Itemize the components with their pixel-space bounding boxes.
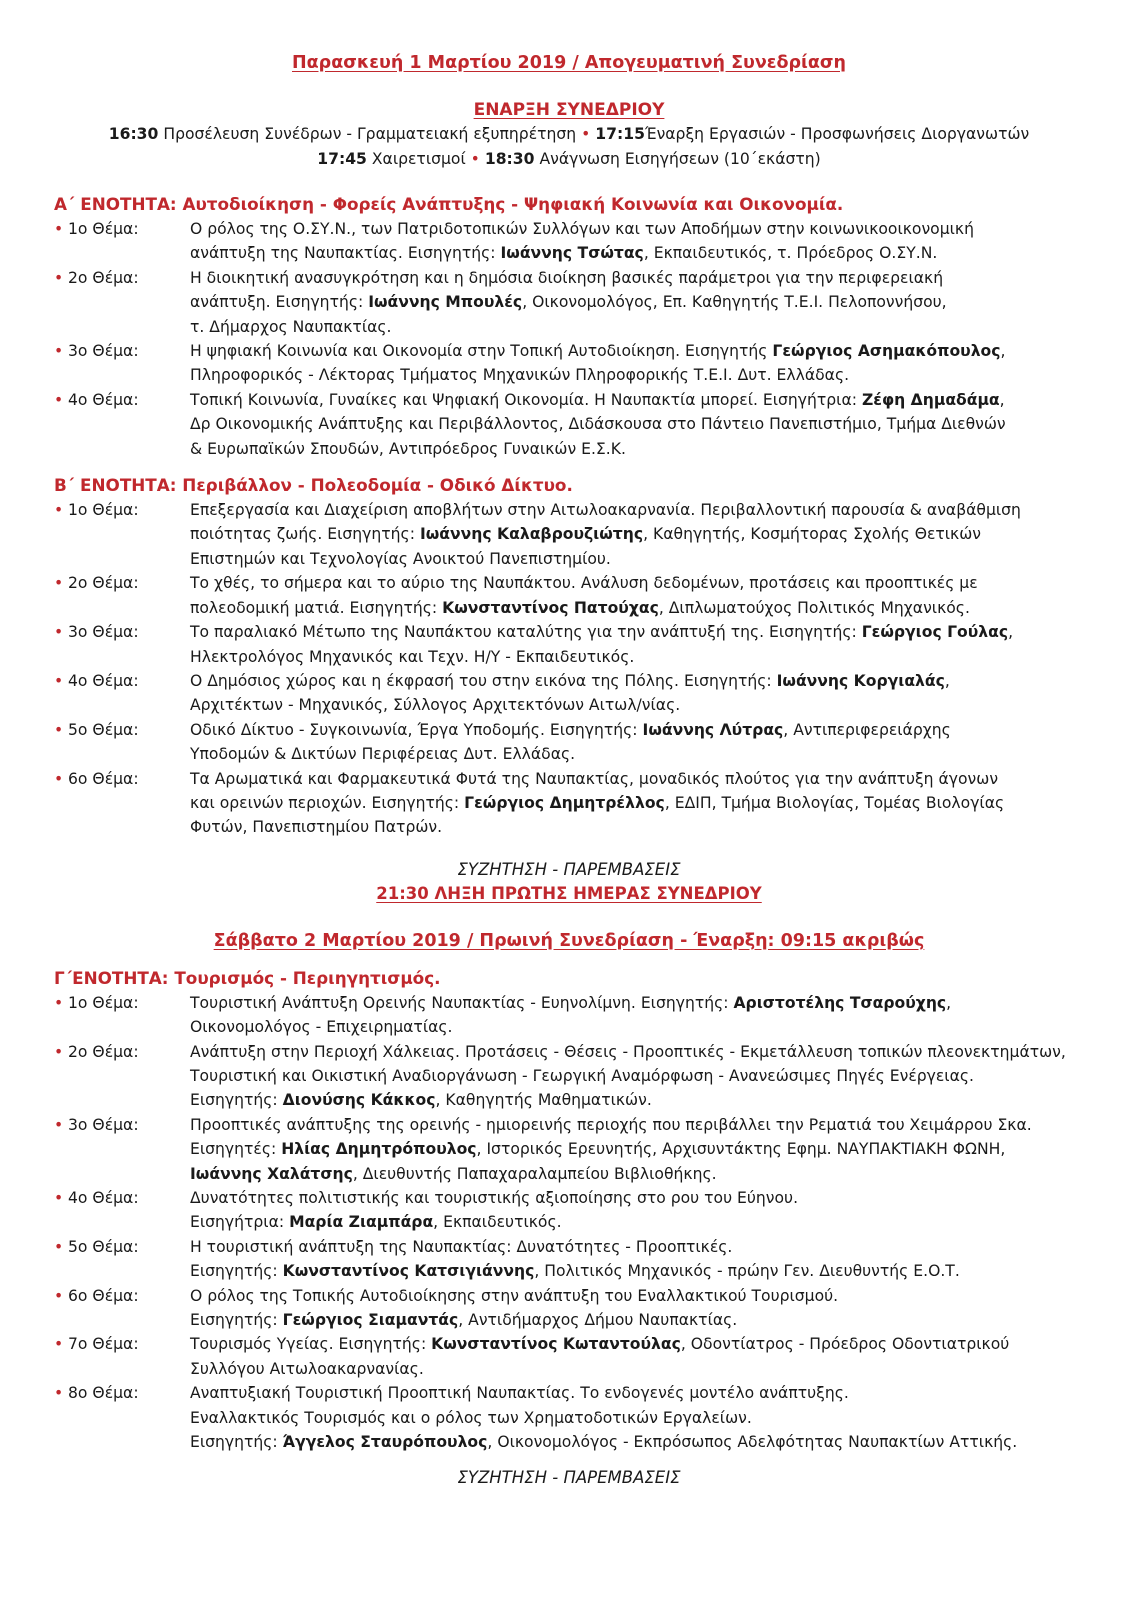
topic-item: [54, 217, 1084, 266]
topic-line: [190, 1259, 1084, 1283]
schedule-line: [54, 147, 1084, 172]
opening-heading: ΕΝΑΡΞΗ ΣΥΝΕΔΡΙΟΥ: [473, 100, 665, 120]
topic-text-segment: ,: [1000, 342, 1006, 361]
topic-description: [190, 388, 1084, 461]
topic-text-segment: Το χθές, το σήμερα και το αύριο της Ναυπάκτου. Ανάλυση δεδομένων, προτάσεις και προοπτικές με: [190, 574, 978, 593]
topic-text-segment: και ορεινών περιοχών. Εισηγητής:: [190, 793, 465, 812]
topic-text-segment: πολεοδομική ματιά. Εισηγητής:: [190, 598, 443, 617]
topic-text-segment: Οικονομολόγος - Επιχειρηματίας.: [190, 1018, 453, 1037]
section-title: Γ΄ΕΝΟΤΗΤΑ: Τουρισμός - Περιηγητισμός.: [54, 967, 441, 988]
topic-item: [54, 1381, 1084, 1454]
topic-text-segment: Η ψηφιακή Κοινωνία και Οικονομία στην Τοπική Αυτοδιοίκηση. Εισηγητής: [190, 342, 773, 361]
topic-line: [190, 1210, 1084, 1234]
topic-item: [54, 571, 1084, 620]
topic-item: [54, 388, 1084, 461]
topic-text-segment: Η διοικητική ανασυγκρότηση και η δημόσια διοίκηση βασικές παράμετροι για την περιφερειακή: [190, 268, 944, 287]
topic-label: [54, 1186, 190, 1235]
schedule-text: Έναρξη Εργασιών - Προσφωνήσεις Διοργανωτών: [644, 125, 1030, 143]
topic-text-segment: , Διπλωματούχος Πολιτικός Μηχανικός.: [658, 598, 970, 617]
topic-label: [54, 718, 190, 767]
topic-description: [190, 718, 1084, 767]
topic-line: [190, 742, 1084, 766]
topic-text-segment: ποιότητας ζωής. Εισηγητής:: [190, 525, 420, 544]
discussion-label: ΣΥΖΗΤΗΣΗ - ΠΑΡΕΜΒΑΣΕΙΣ: [457, 859, 681, 879]
topic-text-segment: Τουρισμός Υγείας. Εισηγητής:: [190, 1335, 432, 1354]
topic-text-segment: Εισηγητές:: [190, 1140, 282, 1159]
topic-line: [190, 596, 1084, 620]
bullet-icon: •: [54, 1286, 64, 1305]
topic-text-segment: Ο ρόλος της Τοπικής Αυτοδιοίκησης στην ανάπτυξη του Εναλλακτικού Τουρισμού.: [190, 1286, 839, 1305]
topic-text-segment: Δυνατότητες πολιτιστικής και τουριστικής αξιοποίησης στο ρου του Εύηνου.: [190, 1189, 799, 1207]
topic-line: [190, 217, 1084, 241]
speaker-name: Γεώργιος Σιαμαντάς: [282, 1311, 459, 1330]
section-c: [54, 966, 1084, 1455]
bullet-icon: •: [54, 268, 64, 287]
topic-line: [190, 388, 1084, 412]
bullet-separator: •: [470, 150, 480, 168]
topic-text-segment: Εναλλακτικός Τουρισμός και ο ρόλος των Χρηματοδοτικών Εργαλείων.: [190, 1408, 752, 1427]
topic-number: 1ο Θέμα:: [68, 501, 139, 520]
topic-line: [190, 1064, 1084, 1088]
topic-text-segment: , Αντιδήμαρχος Δήμου Ναυπακτίας.: [458, 1311, 738, 1330]
topic-text-segment: ανάπτυξη της Ναυπακτίας. Εισηγητής:: [190, 244, 501, 263]
topic-line: [190, 620, 1084, 644]
bullet-icon: •: [54, 720, 64, 739]
section-a: [54, 192, 1084, 461]
topic-text-segment: Αρχιτέκτων - Μηχανικός, Σύλλογος Αρχιτεκτόνων Αιτωλ/νίας.: [190, 696, 681, 715]
topic-label: [54, 1332, 190, 1381]
topic-description: [190, 1113, 1084, 1186]
topic-text-segment: , Καθηγητής Μαθηματικών.: [435, 1091, 652, 1110]
topic-description: [190, 571, 1084, 620]
topic-text-segment: , Καθηγητής, Κοσμήτορας Σχολής Θετικών: [643, 525, 982, 544]
topic-description: [190, 217, 1084, 266]
topic-item: [54, 1235, 1084, 1284]
topic-line: [190, 1284, 1084, 1308]
topic-line: [190, 645, 1084, 669]
topic-description: [190, 620, 1084, 669]
end-of-day-heading: 21:30 ΛΗΞΗ ΠΡΩΤΗΣ ΗΜΕΡΑΣ ΣΥΝΕΔΡΙΟΥ: [376, 883, 762, 903]
topic-line: [190, 815, 1084, 839]
topic-item: [54, 498, 1084, 571]
topic-text-segment: Εισηγητής:: [190, 1311, 283, 1330]
topic-text-segment: , ΕΔΙΠ, Τμήμα Βιολογίας, Τομέας Βιολογίας: [664, 793, 1005, 812]
topic-text-segment: Ο ρόλος της Ο.ΣΥ.Ν., των Πατριδοτοπικών Συλλόγων και των Αποδήμων στην κοινωνικοοικονομική: [190, 220, 974, 238]
topic-number: 1ο Θέμα:: [68, 993, 139, 1012]
topic-number: 3ο Θέμα:: [68, 623, 139, 642]
topic-text-segment: Ηλεκτρολόγος Μηχανικός και Τεχν. Η/Υ - Εκπαιδευτικός.: [190, 647, 635, 666]
bullet-icon: •: [54, 574, 64, 593]
topic-label: [54, 339, 190, 388]
topic-text-segment: Τα Αρωματικά και Φαρμακευτικά Φυτά της Ναυπακτίας, μοναδικός πλούτος για την ανάπτυξη άγονων: [190, 769, 999, 788]
section-b: [54, 473, 1084, 840]
topic-label: [54, 1381, 190, 1454]
topic-line: [190, 522, 1084, 546]
topic-line: [190, 437, 1084, 461]
topic-text-segment: Ανάπτυξη στην Περιοχή Χάλκειας. Προτάσεις - Θέσεις - Προοπτικές - Εκμετάλλευση τοπικών πλεονεκτημάτων,: [190, 1042, 1066, 1061]
topic-number: 3ο Θέμα:: [68, 1115, 139, 1134]
speaker-name: Ιωάννης Καλαβρουζιώτης: [419, 525, 644, 544]
topic-line: [190, 1113, 1084, 1137]
topic-description: [190, 339, 1084, 388]
schedule-text: Χαιρετισμοί: [366, 150, 471, 168]
friday-date-heading: Παρασκευή 1 Μαρτίου 2019 / Απογευματινή Συνεδρίαση: [292, 53, 846, 73]
topic-label: [54, 388, 190, 461]
speaker-name: Ιωάννης Τσώτας: [500, 244, 644, 263]
topic-line: [190, 791, 1084, 815]
topic-line: [190, 266, 1084, 290]
topic-label: [54, 620, 190, 669]
topic-line: [190, 991, 1084, 1015]
topic-line: [190, 241, 1084, 265]
topic-text-segment: , Πολιτικός Μηχανικός - πρώην Γεν. Διευθυντής Ε.Ο.Τ.: [534, 1262, 960, 1281]
bullet-icon: •: [54, 390, 64, 409]
speaker-name: Αριστοτέλης Τσαρούχης: [733, 993, 947, 1012]
topic-label: [54, 1235, 190, 1284]
topic-line: [190, 693, 1084, 717]
speaker-name: Ζέφη Δημαδάμα: [861, 390, 1000, 409]
speaker-name: Γεώργιος Ασημακόπουλος: [772, 342, 1001, 361]
schedule-text: Ανάγνωση Εισηγήσεων (10΄εκάστη): [534, 150, 821, 168]
topic-text-segment: Η τουριστική ανάπτυξη της Ναυπακτίας: Δυνατότητες - Προοπτικές.: [190, 1237, 733, 1256]
speaker-name: Γεώργιος Γούλας: [861, 623, 1009, 642]
topic-line: [190, 767, 1084, 791]
topic-line: [190, 669, 1084, 693]
speaker-name: Άγγελος Σταυρόπουλος: [282, 1433, 488, 1452]
time: 18:30: [484, 150, 535, 168]
section-title: Α΄ ΕΝΟΤΗΤΑ: Αυτοδιοίκηση - Φορείς Ανάπτυξης - Ψηφιακή Κοινωνία και Οικονομία.: [54, 194, 844, 214]
topic-text-segment: Τουριστική Ανάπτυξη Ορεινής Ναυπακτίας - Ευηνολίμνη. Εισηγητής:: [190, 993, 734, 1012]
topic-text-segment: , Εκπαιδευτικός, τ. Πρόεδρος Ο.ΣΥ.Ν.: [643, 244, 938, 263]
topic-item: [54, 1186, 1084, 1235]
topic-text-segment: Τουριστική και Οικιστική Αναδιοργάνωση - Γεωργική Αναμόρφωση - Ανανεώσιμες Πηγές Ενέργειας.: [190, 1066, 974, 1085]
time: 17:45: [317, 150, 367, 168]
topic-line: [190, 571, 1084, 595]
topic-text-segment: , Οικονομολόγος - Εκπρόσωπος Αδελφότητας Ναυπακτίων Αττικής.: [487, 1433, 1018, 1452]
topic-text-segment: Δρ Οικονομικής Ανάπτυξης και Περιβάλλοντος, Διδάσκουσα στο Πάντειο Πανεπιστήμιο, Τμήμα Διεθνών: [190, 415, 1006, 434]
topic-line: [190, 1015, 1084, 1039]
topic-line: [190, 1137, 1084, 1161]
bullet-icon: •: [54, 220, 64, 238]
topic-description: [190, 1040, 1084, 1113]
topic-description: [190, 498, 1084, 571]
topic-text-segment: ,: [999, 390, 1005, 409]
speaker-name: Κωνσταντίνος Πατούχας: [442, 598, 659, 617]
topic-item: [54, 339, 1084, 388]
bullet-icon: •: [54, 1335, 64, 1354]
topic-number: 1ο Θέμα:: [68, 220, 139, 238]
section-title: Β΄ ΕΝΟΤΗΤΑ: Περιβάλλον - Πολεοδομία - Οδικό Δίκτυο.: [54, 475, 573, 496]
speaker-name: Ιωάννης Χαλάτσης: [190, 1164, 353, 1183]
topic-text-segment: ,: [946, 993, 952, 1012]
topic-text-segment: , Οικονομολόγος, Επ. Καθηγητής Τ.Ε.Ι. Πελοποννήσου,: [522, 293, 947, 312]
topic-text-segment: Εισηγητής:: [190, 1433, 283, 1452]
time: 16:30: [108, 125, 159, 143]
bullet-separator: •: [581, 125, 591, 143]
topic-text-segment: Εισηγητής:: [190, 1091, 283, 1110]
schedule-text: Προσέλευση Συνέδρων - Γραμματειακή εξυπηρέτηση: [158, 125, 582, 143]
topic-line: [190, 1332, 1084, 1356]
topic-description: [190, 1284, 1084, 1333]
topic-label: [54, 669, 190, 718]
topic-number: 2ο Θέμα:: [68, 1042, 139, 1061]
topic-item: [54, 620, 1084, 669]
topic-description: [190, 991, 1084, 1040]
topic-line: [190, 290, 1084, 314]
speaker-name: Ιωάννης Κοργιαλάς: [776, 671, 945, 690]
topic-number: 3ο Θέμα:: [68, 342, 139, 361]
topic-text-segment: Επιστημών και Τεχνολογίας Ανοικτού Πανεπιστημίου.: [190, 549, 611, 568]
page-content: [54, 50, 1084, 1490]
topic-text-segment: Πληροφορικός - Λέκτορας Τμήματος Μηχανικών Πληροφορικής Τ.Ε.Ι. Δυτ. Ελλάδας.: [190, 366, 850, 385]
speaker-name: Ηλίας Δημητρόπουλος: [281, 1140, 477, 1159]
topic-line: [190, 547, 1084, 571]
topic-text-segment: Αναπτυξιακή Τουριστική Προοπτική Ναυπακτίας. Το ενδογενές μοντέλο ανάπτυξης.: [190, 1384, 849, 1403]
topic-number: 8ο Θέμα:: [68, 1384, 139, 1403]
topic-text-segment: & Ευρωπαϊκών Σπουδών, Αντιπρόεδρος Γυναικών Ε.Σ.Κ.: [190, 439, 626, 458]
topic-description: [190, 669, 1084, 718]
topic-item: [54, 991, 1084, 1040]
saturday-date-heading: Σάββατο 2 Μαρτίου 2019 / Πρωινή Συνεδρίαση - Έναρξη: 09:15 ακριβώς: [213, 930, 925, 951]
topic-text-segment: , Αντιπεριφερειάρχης: [783, 720, 951, 739]
topic-number: 5ο Θέμα:: [68, 720, 139, 739]
topic-line: [190, 1308, 1084, 1332]
topic-line: [190, 498, 1084, 522]
bullet-icon: •: [54, 501, 64, 520]
topic-line: [190, 363, 1084, 387]
topic-text-segment: Οδικό Δίκτυο - Συγκοινωνία, Έργα Υποδομής. Εισηγητής:: [190, 720, 643, 739]
bullet-icon: •: [54, 342, 64, 361]
speaker-name: Διονύσης Κάκκος: [282, 1091, 436, 1110]
topic-description: [190, 1186, 1084, 1235]
topic-line: [190, 1040, 1084, 1064]
speaker-name: Γεώργιος Δημητρέλλος: [464, 793, 665, 812]
speaker-name: Μαρία Ζιαμπάρα: [289, 1213, 434, 1232]
topic-item: [54, 1332, 1084, 1381]
topic-description: [190, 266, 1084, 339]
topic-line: [190, 1162, 1084, 1186]
topic-text-segment: τ. Δήμαρχος Ναυπακτίας.: [190, 317, 392, 336]
topic-line: [190, 1235, 1084, 1259]
topic-line: [190, 1381, 1084, 1405]
topic-label: [54, 498, 190, 571]
topic-item: [54, 1040, 1084, 1113]
topic-line: [190, 1430, 1084, 1454]
topic-item: [54, 1284, 1084, 1333]
bullet-icon: •: [54, 1042, 64, 1061]
topic-number: 4ο Θέμα:: [68, 671, 139, 690]
topic-number: 6ο Θέμα:: [68, 1286, 139, 1305]
topic-label: [54, 571, 190, 620]
bullet-icon: •: [54, 671, 64, 690]
topic-text-segment: Συλλόγου Αιτωλοακαρνανίας.: [190, 1359, 424, 1378]
bullet-icon: •: [54, 1237, 64, 1256]
topic-text-segment: Υποδομών & Δικτύων Περιφέρειας Δυτ. Ελλάδας.: [190, 745, 576, 764]
speaker-name: Κωνσταντίνος Κατσιγιάννης: [282, 1262, 535, 1281]
topic-text-segment: Εισηγήτρια:: [190, 1213, 290, 1232]
topic-line: [190, 1406, 1084, 1430]
topic-number: 7ο Θέμα:: [68, 1335, 139, 1354]
speaker-name: Ιωάννης Λύτρας: [642, 720, 784, 739]
topic-line: [190, 1088, 1084, 1112]
topic-line: [190, 339, 1084, 363]
topic-number: 4ο Θέμα:: [68, 390, 139, 409]
time: 17:15: [595, 125, 645, 143]
topic-description: [190, 1235, 1084, 1284]
topic-number: 2ο Θέμα:: [68, 268, 139, 287]
topic-line: [190, 1186, 1084, 1210]
bullet-icon: •: [54, 1115, 64, 1134]
schedule-line: [54, 122, 1084, 147]
topic-text-segment: , Διευθυντής Παπαχαραλαμπείου Βιβλιοθήκης.: [352, 1164, 717, 1183]
speaker-name: Κωνσταντίνος Κωταντούλας: [431, 1335, 681, 1354]
topic-text-segment: Φυτών, Πανεπιστημίου Πατρών.: [190, 818, 443, 837]
topic-item: [54, 767, 1084, 840]
topic-label: [54, 991, 190, 1040]
topic-description: [190, 767, 1084, 840]
discussion-label: ΣΥΖΗΤΗΣΗ - ΠΑΡΕΜΒΑΣΕΙΣ: [457, 1468, 681, 1488]
bullet-icon: •: [54, 623, 64, 642]
topic-line: [190, 412, 1084, 436]
topic-line: [190, 1357, 1084, 1381]
topic-text-segment: Ο Δημόσιος χώρος και η έκφρασή του στην εικόνα της Πόλης. Εισηγητής:: [190, 671, 777, 690]
topic-text-segment: , Ιστορικός Ερευνητής, Αρχισυντάκτης Εφημ. ΝΑΥΠΑΚΤΙΑΚΗ ΦΩΝΗ,: [476, 1140, 1006, 1159]
topic-text-segment: ,: [944, 671, 950, 690]
topic-label: [54, 266, 190, 339]
topic-description: [190, 1332, 1084, 1381]
speaker-name: Ιωάννης Μπουλές: [368, 293, 523, 312]
topic-number: 2ο Θέμα:: [68, 574, 139, 593]
topic-label: [54, 1113, 190, 1186]
topic-text-segment: ανάπτυξη. Εισηγητής:: [190, 293, 369, 312]
topic-label: [54, 217, 190, 266]
topic-number: 4ο Θέμα:: [68, 1189, 139, 1207]
topic-text-segment: , Εκπαιδευτικός.: [433, 1213, 562, 1232]
topic-text-segment: , Οδοντίατρος - Πρόεδρος Οδοντιατρικού: [680, 1335, 1010, 1354]
bullet-icon: •: [54, 993, 64, 1012]
topic-number: 6ο Θέμα:: [68, 769, 139, 788]
topic-item: [54, 669, 1084, 718]
bullet-icon: •: [54, 769, 64, 788]
topic-text-segment: Εισηγητής:: [190, 1262, 283, 1281]
topic-label: [54, 1284, 190, 1333]
topic-text-segment: ,: [1008, 623, 1014, 642]
topic-label: [54, 767, 190, 840]
topic-description: [190, 1381, 1084, 1454]
bullet-icon: •: [54, 1189, 64, 1207]
topic-line: [190, 315, 1084, 339]
topic-line: [190, 718, 1084, 742]
bullet-icon: •: [54, 1384, 64, 1403]
topic-item: [54, 1113, 1084, 1186]
topic-item: [54, 266, 1084, 339]
topic-text-segment: Προοπτικές ανάπτυξης της ορεινής - ημιορεινής περιοχής που περιβάλλει την Ρεματιά του Χειμάρρου Σκα.: [190, 1115, 1032, 1134]
topic-text-segment: Το παραλιακό Μέτωπο της Ναυπάκτου καταλύτης για την ανάπτυξή της. Εισηγητής:: [190, 623, 862, 642]
opening-schedule: [54, 122, 1084, 172]
topic-item: [54, 718, 1084, 767]
topic-label: [54, 1040, 190, 1113]
topic-text-segment: Επεξεργασία και Διαχείριση αποβλήτων στην Αιτωλοακαρνανία. Περιβαλλοντική παρουσία & αναβάθμιση: [190, 501, 1021, 520]
topic-text-segment: Τοπική Κοινωνία, Γυναίκες και Ψηφιακή Οικονομία. Η Ναυπακτία μπορεί. Εισηγήτρια:: [190, 390, 862, 409]
topic-number: 5ο Θέμα:: [68, 1237, 139, 1256]
